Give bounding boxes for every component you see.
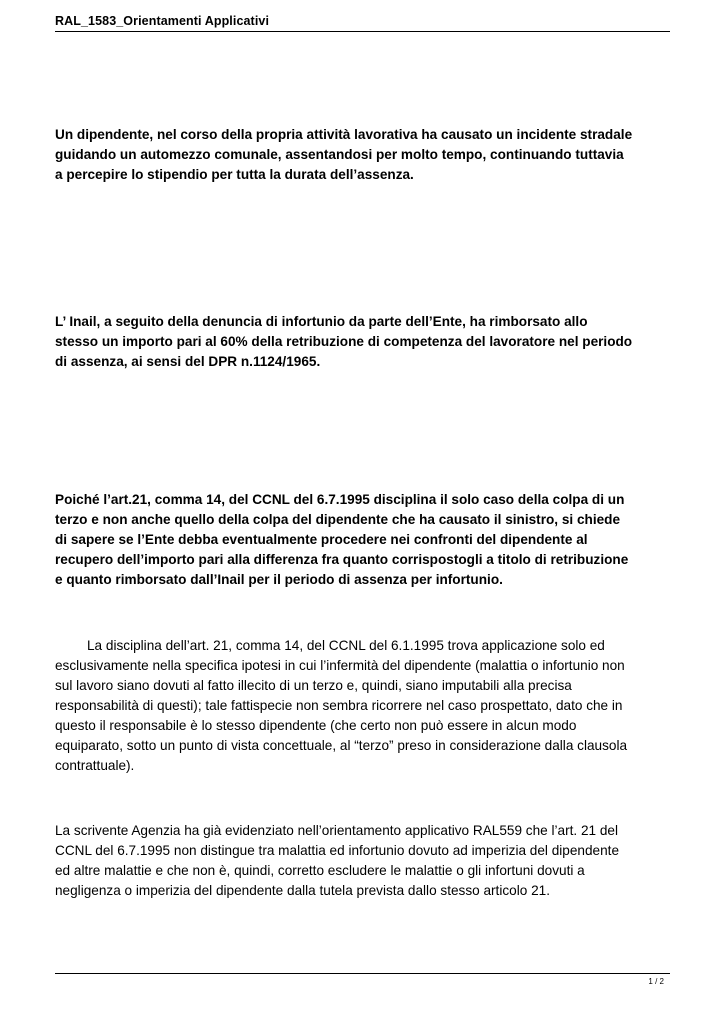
text-line: questo il responsabile è lo stesso dipendente (che certo non può essere in alcun modo	[55, 718, 577, 733]
text-line: L’ Inail, a seguito della denuncia di infortunio da parte dell’Ente, ha rimborsato allo	[55, 314, 588, 329]
footer-divider	[55, 973, 670, 974]
text-line: terzo e non anche quello della colpa del dipendente che ha causato il sinistro, si chiede	[55, 512, 621, 527]
text-line: CCNL del 6.7.1995 non distingue tra malattia ed infortunio dovuto ad imperizia del dipendente	[55, 843, 620, 858]
text-line: contrattuale).	[55, 758, 135, 773]
header-divider	[55, 31, 670, 32]
text-line: negligenza o imperizia del dipendente dalla tutela prevista dallo stesso articolo 21.	[55, 883, 550, 898]
text-line: Poiché l’art.21, comma 14, del CCNL del 6.7.1995 disciplina il solo caso della colpa di un	[55, 492, 625, 507]
text-line: ed altre malattie e che non è, quindi, corretto escludere le malattie o gli infortuni dovuti a	[55, 863, 585, 878]
question-paragraph-3	[55, 490, 675, 590]
text-line: responsabilità di questi); tale fattispecie non sembra ricorrere nel caso prospettato, dato che in	[55, 698, 623, 713]
text-line: a percepire lo stipendio per tutta la durata dell’assenza.	[55, 167, 414, 182]
page-number: 1 / 2	[648, 977, 664, 986]
text-line: esclusivamente nella specifica ipotesi in cui l’infermità del dipendente (malattia o infortunio non	[55, 658, 625, 673]
text-line: e quanto rimborsato dall’Inail per il periodo di assenza per infortunio.	[55, 572, 503, 587]
text-line: guidando un automezzo comunale, assentandosi per molto tempo, continuando tuttavia	[55, 147, 624, 162]
text-line: recupero dell’importo pari alla differenza fra quanto corrispostogli a titolo di retribuzione	[55, 552, 629, 567]
question-paragraph-2	[55, 312, 675, 372]
text-line: stesso un importo pari al 60% della retribuzione di competenza del lavoratore nel periodo	[55, 334, 633, 349]
text-line: La scrivente Agenzia ha già evidenziato nell’orientamento applicativo RAL559 che l’art. 21 del	[55, 823, 618, 838]
text-line: di assenza, ai sensi del DPR n.1124/1965.	[55, 354, 321, 369]
answer-paragraph-1	[55, 636, 675, 776]
text-line: La disciplina dell’art. 21, comma 14, del CCNL del 6.1.1995 trova applicazione solo ed	[87, 638, 605, 653]
text-line: equiparato, sotto un punto di vista concettuale, al “terzo” preso in considerazione dalla clausola	[55, 738, 628, 753]
text-line: Un dipendente, nel corso della propria attività lavorativa ha causato un incidente stradale	[55, 127, 633, 142]
text-line: sul lavoro siano dovuti al fatto illecito di un terzo e, quindi, siano imputabili alla precisa	[55, 678, 572, 693]
document-header-title: RAL_1583_Orientamenti Applicativi	[55, 14, 270, 28]
answer-paragraph-2	[55, 821, 675, 901]
text-line: di sapere se l’Ente debba eventualmente procedere nei confronti del dipendente al	[55, 532, 588, 547]
question-paragraph-1	[55, 125, 675, 185]
